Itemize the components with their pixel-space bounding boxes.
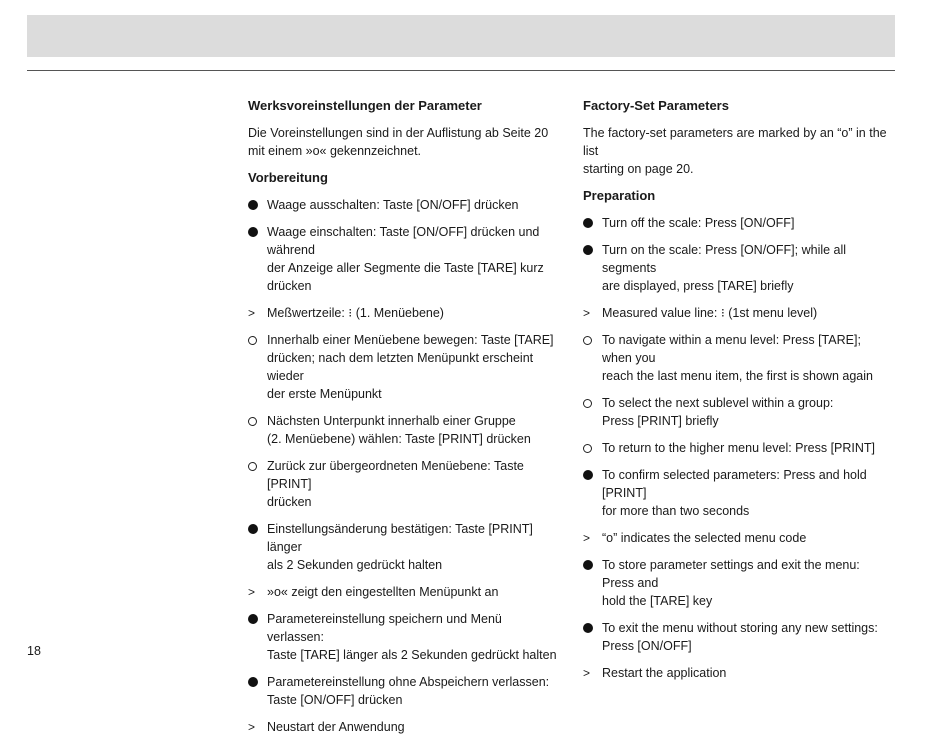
step-item	[248, 196, 558, 214]
step-text-line: Waage einschalten: Taste [ON/OFF] drücken und während	[267, 225, 540, 257]
step-text-line: Zurück zur übergeordneten Menüebene: Taste [PRINT]	[267, 459, 524, 491]
step-text-line: Parametereinstellung speichern und Menü verlassen:	[267, 612, 502, 644]
filled-bullet-icon	[583, 214, 597, 232]
english-intro-line: starting on page 20.	[583, 162, 694, 176]
result-arrow-icon: >	[583, 306, 591, 320]
step-text-line: Press [PRINT] briefly	[602, 414, 719, 428]
filled-bullet-icon	[248, 520, 262, 538]
step-item	[583, 619, 893, 655]
result-arrow-icon: >	[248, 306, 256, 320]
step-text-line: To return to the higher menu level: Press [PRINT]	[602, 441, 876, 455]
step-text-line: To store parameter settings and exit the menu: Press and	[602, 558, 860, 590]
step-text-line: Press [ON/OFF]	[602, 639, 692, 653]
step-item	[583, 214, 893, 232]
step-text-line: are displayed, press [TARE] briefly	[602, 279, 794, 293]
step-item	[583, 241, 893, 295]
step-text-line: Nächsten Unterpunkt innerhalb einer Gruppe	[267, 414, 516, 428]
step-text-line: Measured value line: ⁝ (1st menu level)	[602, 306, 818, 320]
step-text-line: hold the [TARE] key	[602, 594, 713, 608]
step-item	[583, 331, 893, 385]
header-rule	[27, 70, 895, 71]
step-item	[583, 529, 893, 547]
step-item	[248, 304, 558, 322]
header-band	[27, 15, 895, 57]
step-item	[583, 439, 893, 457]
step-text-line: der erste Menüpunkt	[267, 387, 382, 401]
step-item	[583, 664, 893, 682]
english-title: Factory-Set Parameters	[583, 98, 729, 113]
step-text-line: »o« zeigt den eingestellten Menüpunkt an	[267, 585, 499, 599]
open-bullet-icon	[583, 394, 597, 412]
step-item	[583, 304, 893, 322]
filled-bullet-icon	[583, 556, 597, 574]
filled-bullet-icon	[248, 673, 262, 691]
english-intro	[583, 124, 893, 178]
step-text-line: To confirm selected parameters: Press and hold [PRINT]	[602, 468, 867, 500]
open-bullet-icon	[248, 331, 262, 349]
german-title: Werksvoreinstellungen der Parameter	[248, 98, 482, 113]
step-text-line: Restart the application	[602, 666, 727, 680]
step-item	[248, 673, 558, 709]
german-section-title: Vorbereitung	[248, 170, 328, 185]
step-text-line: Turn off the scale: Press [ON/OFF]	[602, 216, 795, 230]
english-intro-line: The factory-set parameters are marked by an “o” in the list	[583, 126, 887, 158]
step-text-line: drücken; nach dem letzten Menüpunkt erscheint wieder	[267, 351, 534, 383]
filled-bullet-icon	[248, 196, 262, 214]
german-column	[248, 97, 558, 745]
step-item	[248, 412, 558, 448]
result-arrow-icon: >	[583, 666, 591, 680]
step-text-line: Waage ausschalten: Taste [ON/OFF] drücken	[267, 198, 519, 212]
result-arrow-icon: >	[248, 720, 256, 734]
step-text-line: (2. Menüebene) wählen: Taste [PRINT] drücken	[267, 432, 531, 446]
step-text-line: To navigate within a menu level: Press [TARE]; when you	[602, 333, 861, 365]
step-text-line: Innerhalb einer Menüebene bewegen: Taste [TARE]	[267, 333, 554, 347]
step-text-line: Neustart der Anwendung	[267, 720, 405, 734]
step-text-line: Taste [TARE] länger als 2 Sekunden gedrückt halten	[267, 648, 557, 662]
step-text-line: Taste [ON/OFF] drücken	[267, 693, 403, 707]
step-item	[248, 457, 558, 511]
step-item	[248, 331, 558, 403]
open-bullet-icon	[583, 439, 597, 457]
filled-bullet-icon	[583, 466, 597, 484]
step-item	[248, 718, 558, 736]
step-text-line: Meßwertzeile: ⁝ (1. Menüebene)	[267, 306, 444, 320]
result-arrow-icon: >	[248, 585, 256, 599]
filled-bullet-icon	[583, 241, 597, 259]
step-text-line: To select the next sublevel within a group:	[602, 396, 834, 410]
step-item	[248, 583, 558, 601]
german-intro-line: Die Voreinstellungen sind in der Auflistung ab Seite 20	[248, 126, 549, 140]
step-text-line: “o” indicates the selected menu code	[602, 531, 807, 545]
filled-bullet-icon	[248, 223, 262, 241]
english-column	[583, 97, 893, 691]
step-text-line: Turn on the scale: Press [ON/OFF]; while all segments	[602, 243, 847, 275]
open-bullet-icon	[583, 331, 597, 349]
step-text-line: der Anzeige aller Segmente die Taste [TARE] kurz drücken	[267, 261, 544, 293]
step-text-line: drücken	[267, 495, 312, 509]
step-text-line: Parametereinstellung ohne Abspeichern verlassen:	[267, 675, 550, 689]
step-item	[583, 394, 893, 430]
german-steps	[248, 196, 558, 736]
step-text-line: To exit the menu without storing any new settings:	[602, 621, 878, 635]
step-item	[248, 610, 558, 664]
german-intro-line: mit einem »o« gekennzeichnet.	[248, 144, 422, 158]
result-arrow-icon: >	[583, 531, 591, 545]
step-text-line: reach the last menu item, the first is shown again	[602, 369, 873, 383]
step-text-line: Einstellungsänderung bestätigen: Taste [PRINT] länger	[267, 522, 533, 554]
open-bullet-icon	[248, 412, 262, 430]
step-item	[248, 223, 558, 295]
english-steps	[583, 214, 893, 682]
step-text-line: for more than two seconds	[602, 504, 750, 518]
german-intro	[248, 124, 558, 160]
filled-bullet-icon	[248, 610, 262, 628]
step-item	[583, 466, 893, 520]
step-item	[583, 556, 893, 610]
step-item	[248, 520, 558, 574]
open-bullet-icon	[248, 457, 262, 475]
step-text-line: als 2 Sekunden gedrückt halten	[267, 558, 443, 572]
filled-bullet-icon	[583, 619, 597, 637]
english-section-title: Preparation	[583, 188, 656, 203]
page-number: 18	[27, 644, 41, 658]
